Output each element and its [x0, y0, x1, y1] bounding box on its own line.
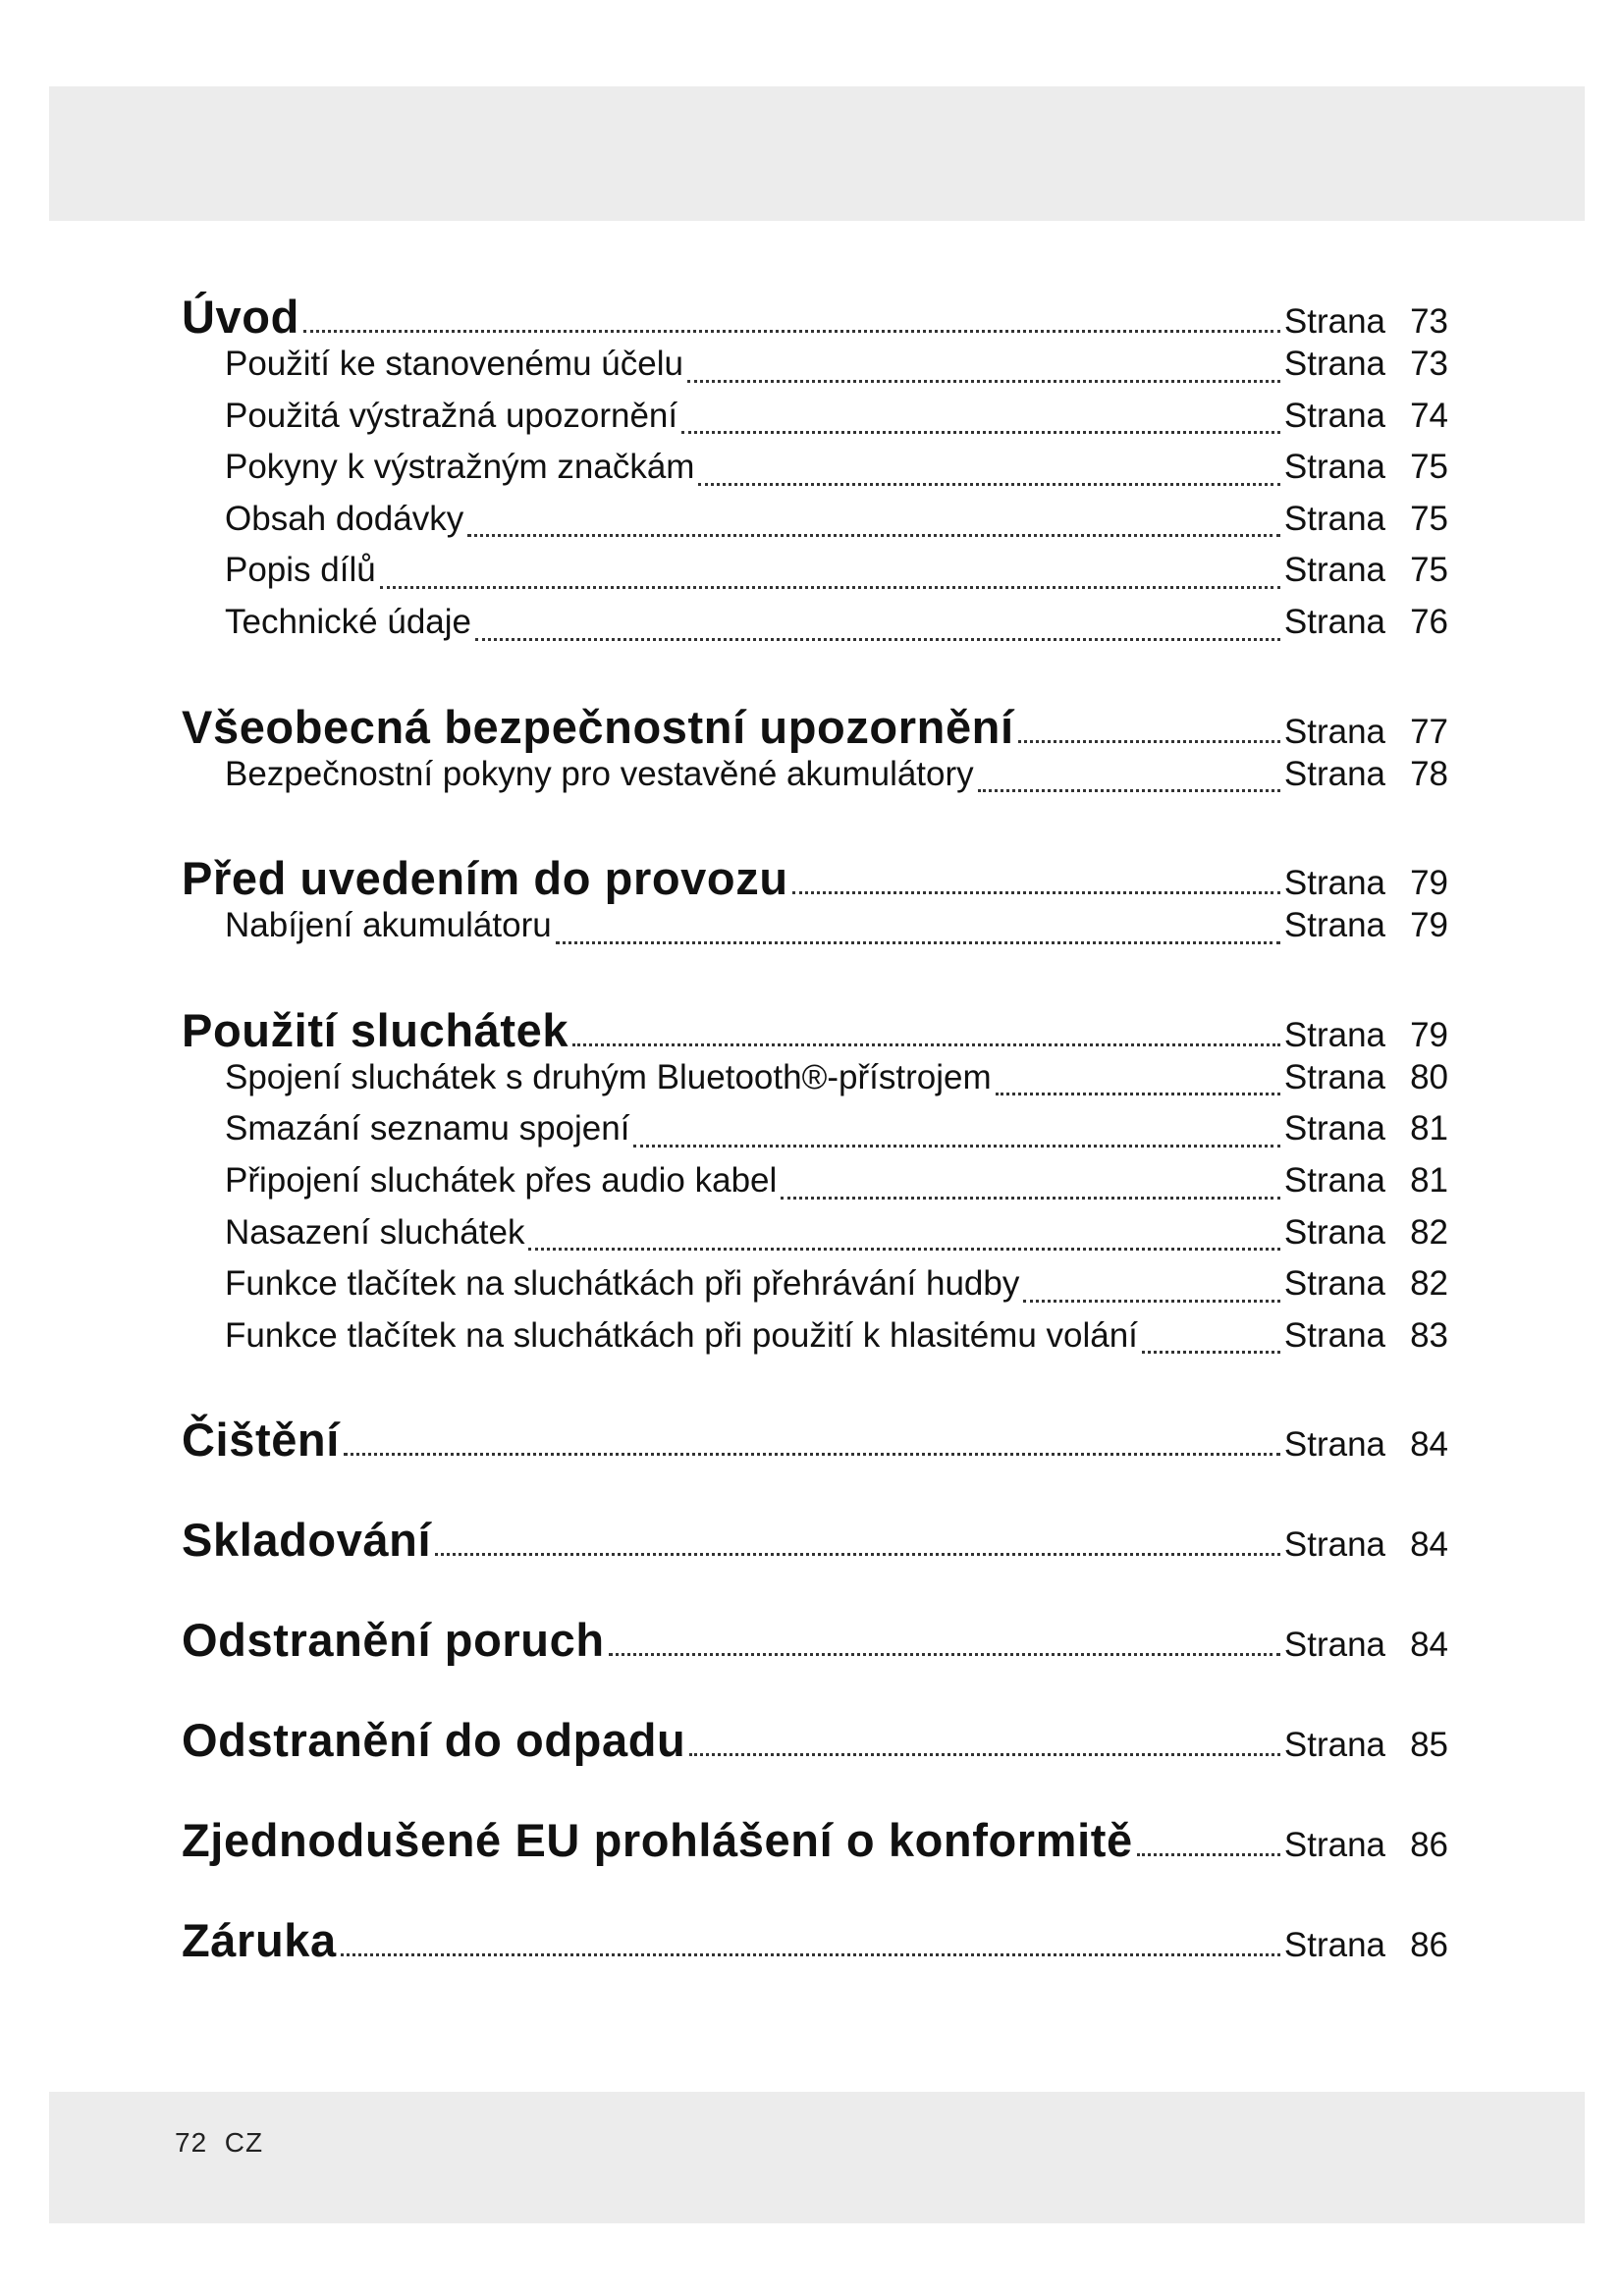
page-number: 81 [1410, 1160, 1448, 1200]
toc-entry-title: Funkce tlačítek na sluchátkách při přehrávání hudby [225, 1264, 1020, 1304]
page-number: 75 [1410, 448, 1448, 487]
dot-leader [1018, 740, 1280, 743]
page-label: Strana [1283, 1109, 1385, 1148]
toc-section [182, 1003, 1448, 1368]
page-number: 77 [1410, 712, 1448, 751]
page-number: 75 [1410, 551, 1448, 590]
page-label: Strana [1283, 551, 1385, 590]
toc-chapter-row[interactable] [182, 1513, 1448, 1568]
footer-language: CZ [224, 2127, 264, 2158]
dot-leader [1137, 1853, 1280, 1856]
header-band [49, 86, 1585, 221]
page-label: Strana [1283, 1425, 1385, 1465]
dot-leader [344, 1453, 1280, 1456]
dot-leader [435, 1553, 1280, 1556]
toc-chapter-title: Použití sluchátek [182, 1003, 569, 1056]
page-label: Strana [1283, 1926, 1385, 1965]
page-number: 84 [1410, 1525, 1448, 1565]
page-label: Strana [1283, 754, 1385, 793]
page-label: Strana [1283, 1264, 1385, 1304]
dot-leader [633, 1145, 1279, 1148]
toc-entry-title: Popis dílů [225, 551, 376, 590]
page-number: 73 [1410, 302, 1448, 341]
page-number: 79 [1410, 864, 1448, 903]
toc-entry-row[interactable] [182, 448, 1448, 500]
dot-leader [380, 586, 1280, 589]
toc-chapter-title: Odstranění do odpadu [182, 1714, 686, 1767]
toc-chapter-row[interactable] [182, 1003, 1448, 1058]
page-number: 76 [1410, 602, 1448, 641]
toc-section [182, 1513, 1448, 1568]
toc-chapter-title: Odstranění poruch [182, 1614, 605, 1667]
toc-section [182, 1913, 1448, 1968]
page-number: 80 [1410, 1057, 1448, 1096]
page-label: Strana [1283, 602, 1385, 641]
toc-section [182, 1413, 1448, 1468]
footer-band [49, 2092, 1585, 2223]
dot-leader [572, 1043, 1280, 1046]
page-label: Strana [1283, 1015, 1385, 1054]
page-label: Strana [1283, 712, 1385, 751]
toc-entry-title: Použitá výstražná upozornění [225, 396, 678, 435]
toc-chapter-title: Úvod [182, 291, 299, 343]
dot-leader [556, 941, 1280, 944]
dot-leader [792, 891, 1280, 894]
toc-entry-row[interactable] [182, 755, 1448, 807]
toc-section [182, 290, 1448, 655]
page-number: 83 [1410, 1315, 1448, 1355]
toc-section [182, 1613, 1448, 1668]
page-number: 75 [1410, 499, 1448, 538]
toc-entry-row[interactable] [182, 1058, 1448, 1110]
toc-entry-row[interactable] [182, 1161, 1448, 1213]
page-number: 73 [1410, 345, 1448, 383]
page-number: 84 [1410, 1425, 1448, 1465]
page-number: 82 [1410, 1264, 1448, 1304]
toc-entry-row[interactable] [182, 551, 1448, 603]
toc-chapter-title: Zjednodušené EU prohlášení o konformitě [182, 1814, 1133, 1867]
page-label: Strana [1283, 302, 1385, 341]
dot-leader [609, 1653, 1280, 1656]
toc-entry-row[interactable] [182, 603, 1448, 655]
page-number: 84 [1410, 1626, 1448, 1665]
table-of-contents [182, 290, 1448, 2013]
toc-entry-row[interactable] [182, 1316, 1448, 1368]
toc-chapter-row[interactable] [182, 1913, 1448, 1968]
page-number: 79 [1410, 906, 1448, 945]
dot-leader [978, 789, 1280, 792]
toc-entry-row[interactable] [182, 1109, 1448, 1161]
dot-leader [996, 1093, 1280, 1095]
page-number: 81 [1410, 1109, 1448, 1148]
dot-leader [467, 534, 1280, 537]
toc-chapter-row[interactable] [182, 1613, 1448, 1668]
dot-leader [689, 1753, 1280, 1756]
toc-entry-title: Pokyny k výstražným značkám [225, 448, 695, 487]
toc-chapter-title: Všeobecná bezpečnostní upozornění [182, 700, 1014, 753]
toc-entry-title: Obsah dodávky [225, 499, 464, 538]
page-label: Strana [1283, 345, 1385, 383]
toc-entry-title: Smazání seznamu spojení [225, 1109, 630, 1148]
toc-chapter-row[interactable] [182, 1713, 1448, 1768]
page-label: Strana [1283, 499, 1385, 538]
page-label: Strana [1283, 1315, 1385, 1355]
toc-chapter-title: Před uvedením do provozu [182, 852, 788, 905]
toc-entry-row[interactable] [182, 345, 1448, 397]
page-label: Strana [1283, 1726, 1385, 1765]
dot-leader [303, 330, 1280, 333]
toc-entry-title: Technické údaje [225, 602, 471, 641]
page-number: 79 [1410, 1015, 1448, 1054]
toc-entry-row[interactable] [182, 397, 1448, 449]
dot-leader [341, 1953, 1280, 1956]
toc-chapter-row[interactable] [182, 851, 1448, 906]
toc-entry-row[interactable] [182, 1264, 1448, 1316]
dot-leader [1142, 1351, 1280, 1354]
toc-entry-row[interactable] [182, 1213, 1448, 1265]
toc-chapter-row[interactable] [182, 1413, 1448, 1468]
page-number: 85 [1410, 1726, 1448, 1765]
dot-leader [781, 1197, 1280, 1200]
page-label: Strana [1283, 1212, 1385, 1252]
page-label: Strana [1283, 396, 1385, 435]
dot-leader [687, 380, 1280, 383]
dot-leader [475, 638, 1280, 641]
toc-chapter-title: Čištění [182, 1414, 340, 1467]
toc-section [182, 851, 1448, 958]
page-label: Strana [1283, 1160, 1385, 1200]
page-label: Strana [1283, 448, 1385, 487]
page-label: Strana [1283, 1626, 1385, 1665]
dot-leader [1023, 1300, 1280, 1303]
toc-section [182, 700, 1448, 807]
toc-chapter-title: Záruka [182, 1914, 337, 1967]
page-label: Strana [1283, 1525, 1385, 1565]
toc-entry-row[interactable] [182, 906, 1448, 958]
dot-leader [698, 483, 1279, 486]
page-label: Strana [1283, 1826, 1385, 1865]
toc-entry-title: Nasazení sluchátek [225, 1212, 525, 1252]
page-label: Strana [1283, 906, 1385, 945]
page-label: Strana [1283, 1057, 1385, 1096]
page-number: 78 [1410, 754, 1448, 793]
footer-page-number: 72 [175, 2127, 208, 2158]
page-number: 86 [1410, 1926, 1448, 1965]
toc-entry-title: Použití ke stanovenému účelu [225, 345, 683, 383]
toc-chapter-row[interactable] [182, 700, 1448, 755]
page-number: 86 [1410, 1826, 1448, 1865]
page-number: 74 [1410, 396, 1448, 435]
page-label: Strana [1283, 864, 1385, 903]
toc-entry-title: Spojení sluchátek s druhým Bluetooth®-přístrojem [225, 1057, 992, 1096]
toc-chapter-row[interactable] [182, 290, 1448, 345]
toc-entry-row[interactable] [182, 500, 1448, 552]
dot-leader [681, 431, 1280, 434]
footer [175, 2127, 263, 2159]
toc-entry-title: Připojení sluchátek přes audio kabel [225, 1160, 778, 1200]
toc-entry-title: Nabíjení akumulátoru [225, 906, 552, 945]
toc-entry-title: Funkce tlačítek na sluchátkách při použití k hlasitému volání [225, 1315, 1138, 1355]
dot-leader [528, 1248, 1279, 1251]
toc-section [182, 1713, 1448, 1768]
toc-section [182, 1813, 1448, 1868]
toc-chapter-row[interactable] [182, 1813, 1448, 1868]
page-number: 82 [1410, 1212, 1448, 1252]
toc-entry-title: Bezpečnostní pokyny pro vestavěné akumulátory [225, 754, 974, 793]
toc-chapter-title: Skladování [182, 1514, 432, 1567]
